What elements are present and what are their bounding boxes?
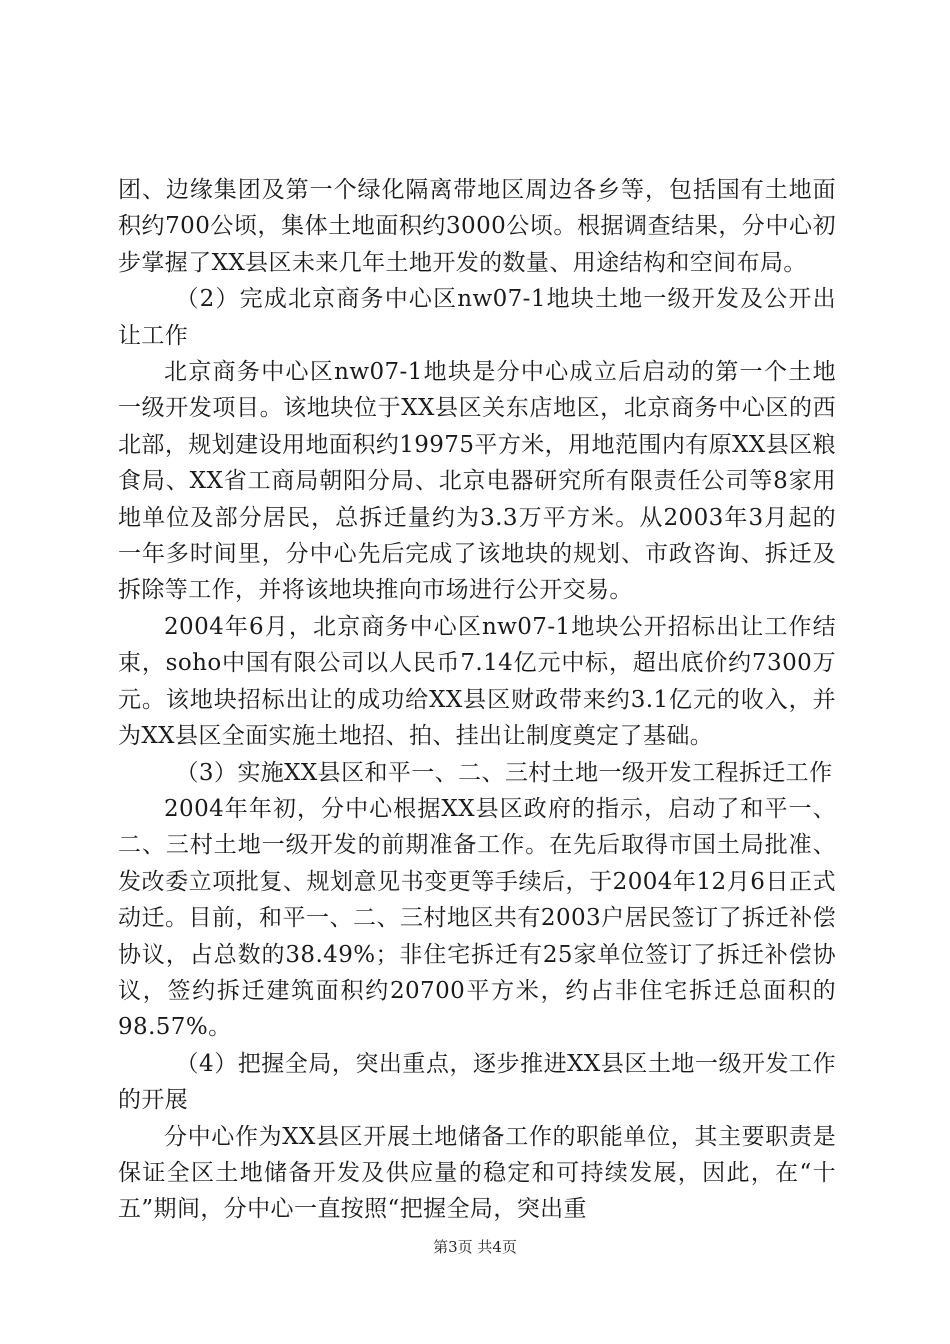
page-number-footer: 第3页 共4页 [433,1238,517,1256]
paragraph-continuation: 团、边缘集团及第一个绿化隔离带地区周边各乡等，包括国有土地面积约700公顷，集体土地面积约3000公顷。根据调查结果，分中心初步掌握了XX县区未来几年土地开发的数量、用途结构和空间布局。 [118,177,836,276]
paragraph: 2004年年初，分中心根据XX县区政府的指示，启动了和平一、二、三村土地一级开发的前期准备工作。在先后取得市国土局批准、发改委立项批复、规划意见书变更等手续后，于2004年12月6日正式动迁。目前，和平一、二、三村地区共有2003户居民签订了拆迁补偿协议，占总数的38.49%；非住宅拆迁有25家单位签订了拆迁补偿协议，签约拆迁建筑面积约20700平方米，约占非住宅拆迁总面积的98.57%。 [118,795,836,1041]
paragraph: 2004年6月，北京商务中心区nw07-1地块公开招标出让工作结束，soho中国有限公司以人民币7.14亿元中标，超出底价约7300万元。该地块招标出让的成功给XX县区财政带来约3.1亿元的收入，并为XX县区全面实施土地招、拍、挂出让制度奠定了基础。 [118,613,836,750]
paragraph: 北京商务中心区nw07-1地块是分中心成立后启动的第一个土地一级开发项目。该地块位于XX县区关东店地区，北京商务中心区的西北部，规划建设用地面积约19975平方米，用地范围内有原XX县区粮食局、XX省工商局朝阳分局、北京电器研究所有限责任公司等8家用地单位及部分居民，总拆迁量约为3.3万平方米。从2003年3月起的一年多时间里，分中心先后完成了该地块的规划、市政咨询、拆迁及拆除等工作，并将该地块推向市场进行公开交易。 [118,359,836,604]
section-heading-3: （3）实施XX县区和平一、二、三村土地一级开发工程拆迁工作 [175,759,833,786]
paragraph: 分中心作为XX县区开展土地储备工作的职能单位，其主要职责是保证全区土地储备开发及供应量的稳定和可持续发展，因此，在“十五”期间，分中心一直按照“把握全局，突出重 [118,1123,836,1223]
document-body [118,172,836,1228]
section-heading-2: （2）完成北京商务中心区nw07-1地块土地一级开发及公开出让工作 [118,286,836,349]
section-heading-4: （4）把握全局，突出重点，逐步推进XX县区土地一级开发工作的开展 [118,1050,836,1114]
